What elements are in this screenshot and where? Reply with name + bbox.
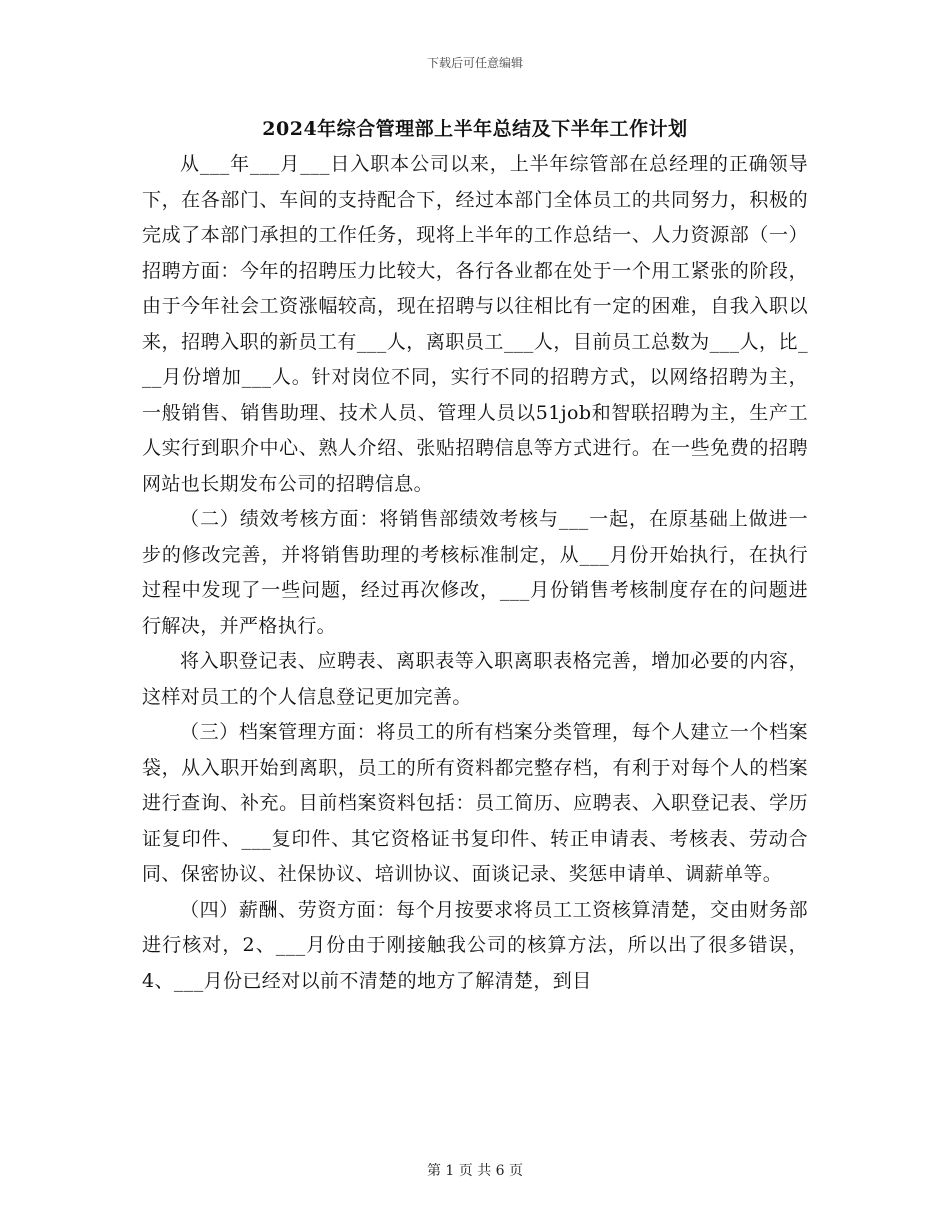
page-header-note: 下载后可任意编辑 — [426, 56, 523, 70]
paragraph-performance-review: （二）绩效考核方面：将销售部绩效考核与___一起，在原基础上做进一步的修改完善，并将销售助理的考核标准制定，从___月份开始执行，在执行过程中发现了一些问题，经过再次修改，___月份销售考核制度存在的问题进行解决，并严格执行。 — [142, 508, 808, 637]
paragraph-entry-forms: 将入职登记表、应聘表、离职表等入职离职表格完善，增加必要的内容，这样对员工的个人信息登记更加完善。 — [142, 650, 808, 708]
document-body — [142, 147, 808, 999]
paragraph-archive-management: （三）档案管理方面：将员工的所有档案分类管理，每个人建立一个档案袋，从入职开始到离职，员工的所有资料都完整存档，有利于对每个人的档案进行查询、补充。目前档案资料包括：员工简历、应聘表、入职登记表、学历证复印件、___复印件、其它资格证书复印件、转正申请表、考核表、劳动合同、保密协议、社保协议、培训协议、面谈记录、奖惩申请单、调薪单等。 — [142, 721, 808, 885]
page-number: 第 1 页 共 6 页 — [426, 1163, 524, 1179]
paragraph-payroll: （四）薪酬、劳资方面：每个月按要求将员工工资核算清楚，交由财务部进行核对，2、___月份由于刚接触我公司的核算方法，所以出了很多错误，4、___月份已经对以前不清楚的地方了解清楚，到目 — [142, 898, 808, 992]
paragraph-intro-recruitment: 从___年___月___日入职本公司以来，上半年综管部在总经理的正确领导下，在各部门、车间的支持配合下，经过本部门全体员工的共同努力，积极的完成了本部门承担的工作任务，现将上半年的工作总结一、人力资源部（一）招聘方面：今年的招聘压力比较大，各行各业都在处于一个用工紧张的阶段，由于今年社会工资涨幅较高，现在招聘与以往相比有一定的困难，自我入职以来，招聘入职的新员工有___人，离职员工___人，目前员工总数为___人，比___月份增加___人。针对岗位不同，实行不同的招聘方式，以网络招聘为主，一般销售、销售助理、技术人员、管理人员以51job和智联招聘为主，生产工人实行到职介中心、熟人介绍、张贴招聘信息等方式进行。在一些免费的招聘网站也长期发布公司的招聘信息。 — [142, 153, 808, 495]
document-title: 2024年综合管理部上半年总结及下半年工作计划 — [262, 118, 688, 140]
